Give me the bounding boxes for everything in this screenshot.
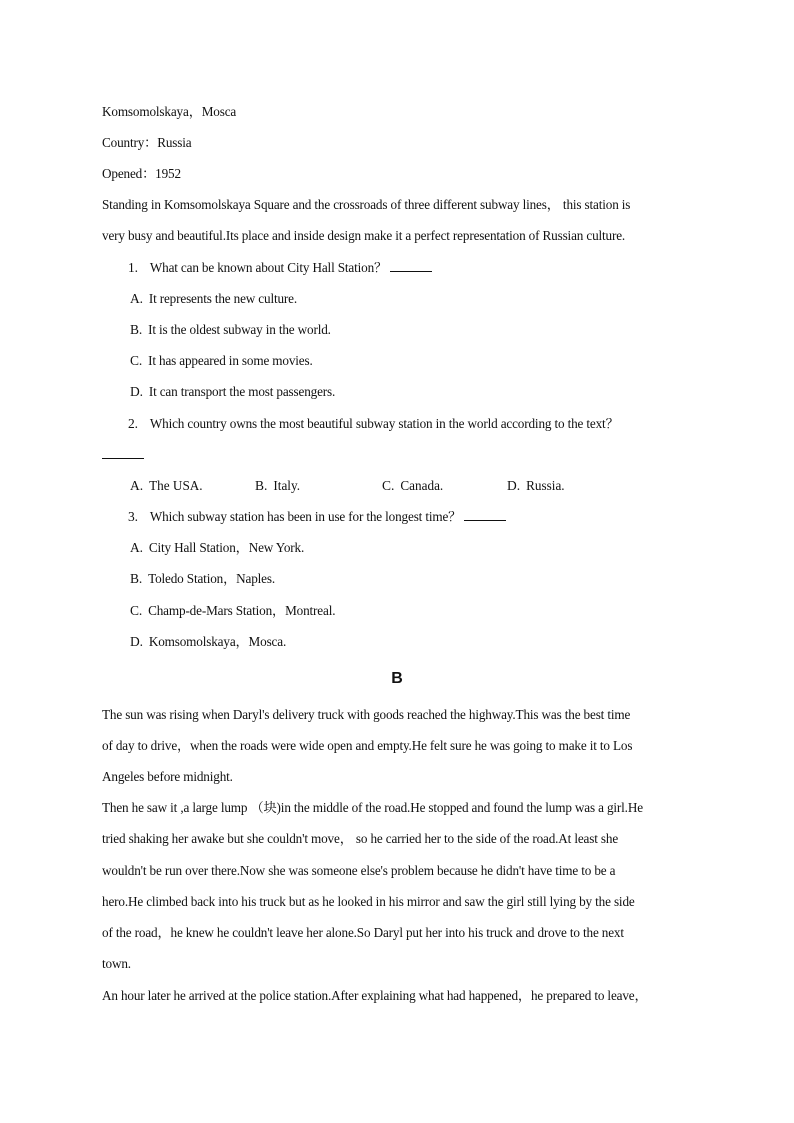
question-2-option-c[interactable] [382, 477, 443, 495]
question-2-option-d[interactable] [507, 477, 565, 495]
question-3-option-b[interactable] [130, 570, 275, 588]
question-1-option-b[interactable] [130, 321, 331, 339]
answer-blank[interactable] [390, 259, 432, 272]
passage-line: Then he saw it ,a large lump （块)in the middle of the road.He stopped and found the lump was a girl.He [102, 800, 643, 815]
option-text: It has appeared in some movies. [148, 353, 313, 368]
option-letter: D. [130, 634, 143, 649]
station-opened: Opened：1952 [102, 166, 181, 181]
option-text: City Hall Station，New York. [148, 540, 305, 555]
option-letter: A. [130, 291, 143, 306]
option-letter: D. [130, 384, 143, 399]
option-text: It can transport the most passengers. [148, 384, 336, 399]
option-text: Russia. [526, 478, 565, 493]
station-name: Komsomolskaya，Mosca [102, 104, 237, 119]
question-3-option-a[interactable] [130, 539, 304, 557]
option-text: Canada. [400, 478, 444, 493]
option-letter: A. [130, 478, 144, 493]
section-heading: B [391, 670, 403, 687]
question-3 [128, 508, 506, 526]
option-text: Toledo Station，Naples. [148, 571, 275, 586]
option-letter: B. [255, 478, 268, 493]
station-description-line-2: very busy and beautiful.Its place and inside design make it a perfect representation of Russian culture. [102, 228, 626, 243]
question-3-option-d[interactable] [130, 633, 286, 651]
passage-line: wouldn't be run over there.Now she was someone else's problem because he didn't have time to be a [102, 863, 616, 878]
passage-line: town. [102, 956, 131, 971]
question-text: Which country owns the most beautiful subway station in the world according to the text？ [149, 416, 619, 431]
option-letter: D. [507, 478, 521, 493]
question-number: 1. [128, 260, 138, 275]
option-text: The USA. [149, 478, 203, 493]
passage-line: hero.He climbed back into his truck but as he looked in his mirror and saw the girl still lying by the side [102, 894, 635, 909]
option-text: Champ-de-Mars Station，Montreal. [148, 603, 336, 618]
option-letter: C. [130, 353, 143, 368]
question-1-option-d[interactable] [130, 383, 335, 401]
passage-line: Angeles before midnight. [102, 769, 233, 784]
passage-line: of the road，he knew he couldn't leave her alone.So Daryl put her into his truck and drove to the next [102, 925, 624, 940]
passage-line: of day to drive，when the roads were wide open and empty.He felt sure he was going to make it to Los [102, 738, 633, 753]
option-text: It represents the new culture. [148, 291, 298, 306]
option-text: Italy. [273, 478, 300, 493]
question-number: 2. [128, 416, 138, 431]
question-text: Which subway station has been in use for the longest time？ [149, 509, 462, 524]
question-2-blank-line [102, 446, 144, 464]
question-number: 3. [128, 509, 138, 524]
question-1-option-c[interactable] [130, 352, 313, 370]
question-1-option-a[interactable] [130, 290, 297, 308]
option-text: It is the oldest subway in the world. [148, 322, 331, 337]
option-letter: C. [130, 603, 143, 618]
question-2-option-a[interactable] [130, 477, 203, 495]
question-text: What can be known about City Hall Station？ [149, 260, 388, 275]
passage-line: An hour later he arrived at the police station.After explaining what had happened，he prepared to leave， [102, 988, 648, 1003]
question-2-option-b[interactable] [255, 477, 300, 495]
option-text: Komsomolskaya，Mosca. [148, 634, 287, 649]
option-letter: A. [130, 540, 143, 555]
option-letter: B. [130, 571, 143, 586]
question-3-option-c[interactable] [130, 602, 335, 620]
option-letter: C. [382, 478, 395, 493]
question-1 [128, 259, 432, 277]
passage-line: The sun was rising when Daryl's delivery truck with goods reached the highway.This was the best time [102, 707, 631, 722]
answer-blank[interactable] [464, 508, 506, 521]
question-2 [128, 415, 619, 433]
option-letter: B. [130, 322, 143, 337]
passage-line: tried shaking her awake but she couldn't move， so he carried her to the side of the road.At least she [102, 831, 619, 846]
station-description-line-1: Standing in Komsomolskaya Square and the crossroads of three different subway lines， this station is [102, 197, 631, 212]
station-country: Country：Russia [102, 135, 192, 150]
answer-blank[interactable] [102, 446, 144, 459]
